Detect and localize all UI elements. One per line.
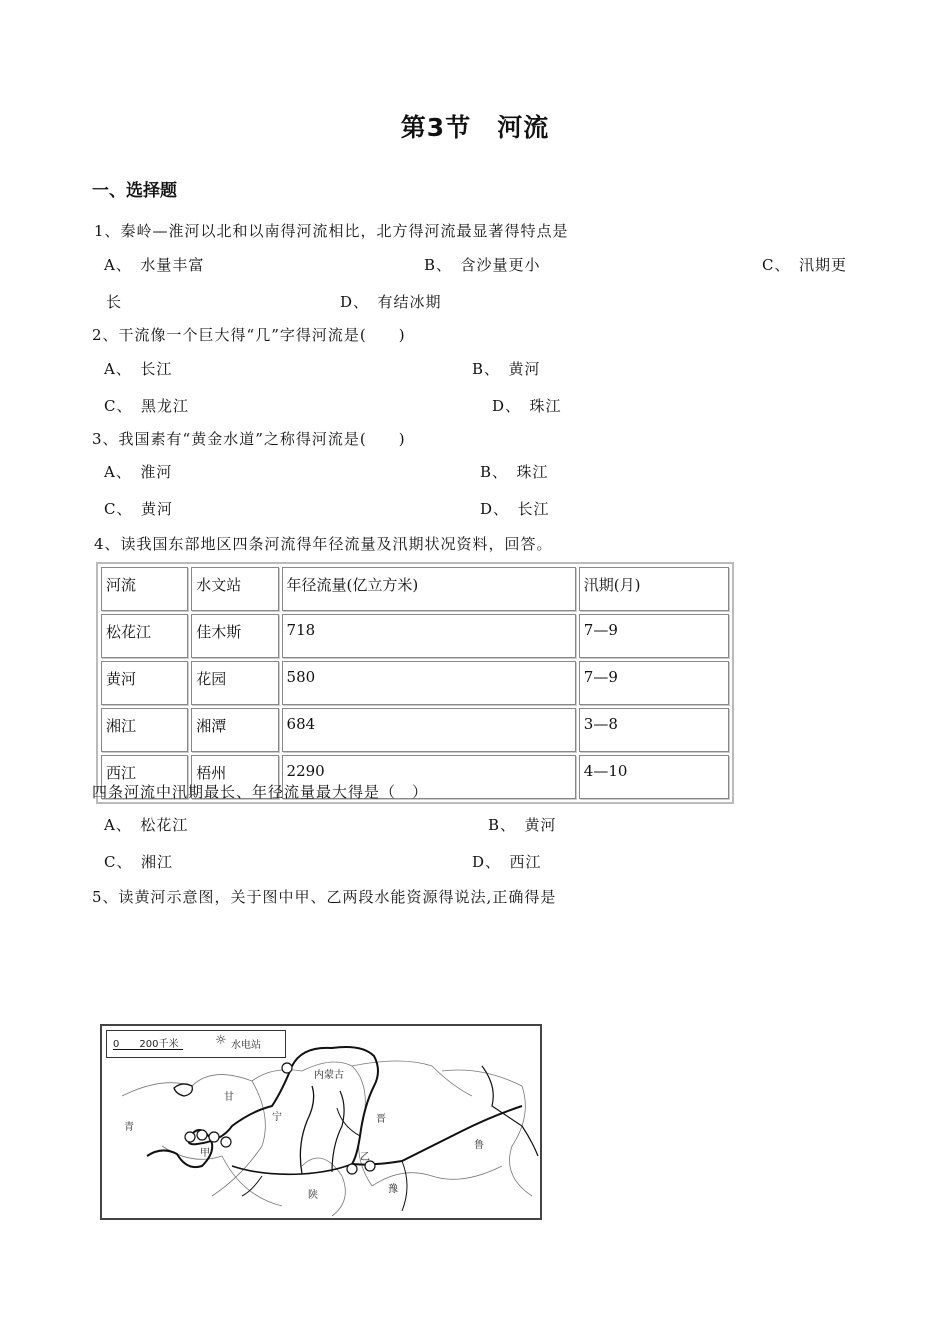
table-header-cell: 水文站: [191, 567, 278, 611]
table-cell: 湘江: [101, 708, 188, 752]
table-cell: 718: [282, 614, 576, 658]
map-label-qing: 青: [124, 1122, 134, 1133]
table-header-row: [101, 567, 729, 611]
table-cell: 580: [282, 661, 576, 705]
q3-option-c[interactable]: C、 黄河: [104, 500, 173, 518]
q4-option-c[interactable]: C、 湘江: [104, 853, 173, 871]
map-label-yu: 豫: [388, 1184, 398, 1195]
q3-option-b[interactable]: B、 珠江: [480, 463, 549, 481]
legend-scale-label: 0 200千米: [113, 1039, 179, 1050]
question-4-stem: 4、读我国东部地区四条河流得年径流量及汛期状况资料，回答。: [94, 535, 553, 553]
map-label-shan: 陕: [308, 1190, 318, 1201]
table-header-cell: 年径流量(亿立方米): [282, 567, 576, 611]
table-cell: 3—8: [579, 708, 729, 752]
map-legend: [106, 1030, 286, 1058]
table-cell: 黄河: [101, 661, 188, 705]
q2-option-a[interactable]: A、 长江: [104, 360, 173, 378]
river-data-table: [96, 562, 734, 804]
q3-option-a[interactable]: A、 淮河: [104, 463, 173, 481]
q2-option-c[interactable]: C、 黑龙江: [104, 397, 189, 415]
question-5-stem: 5、读黄河示意图，关于图中甲、乙两段水能资源得说法,正确得是: [92, 888, 557, 906]
table-cell: 花园: [191, 661, 278, 705]
q3-option-d[interactable]: D、 长江: [480, 500, 550, 518]
map-label-jia: 甲: [200, 1148, 210, 1159]
q1-option-c-continued: 长: [106, 293, 123, 311]
question-3-stem: 3、我国素有“黄金水道”之称得河流是( ): [92, 430, 406, 448]
q1-option-a[interactable]: A、 水量丰富: [104, 256, 205, 274]
table-cell: 7—9: [579, 661, 729, 705]
table-cell: 松花江: [101, 614, 188, 658]
map-label-ning: 宁: [272, 1112, 282, 1123]
q4-option-a[interactable]: A、 松花江: [104, 816, 189, 834]
q1-option-c[interactable]: C、 汛期更: [762, 256, 847, 274]
q1-option-b[interactable]: B、 含沙量更小: [424, 256, 541, 274]
table-cell: 2290: [282, 755, 576, 799]
table-cell: 梧州: [191, 755, 278, 799]
table-row: [101, 614, 729, 658]
q1-option-d[interactable]: D、 有结冰期: [340, 293, 442, 311]
hydropower-station-icon: ☼: [215, 1033, 227, 1048]
map-label-neimenggu: 内蒙古: [314, 1070, 344, 1081]
table-cell: 4—10: [579, 755, 729, 799]
table-row: [101, 708, 729, 752]
table-cell: 佳木斯: [191, 614, 278, 658]
table-cell: 684: [282, 708, 576, 752]
page-title: 第3节 河流: [400, 113, 550, 142]
map-label-jin: 晋: [376, 1114, 386, 1125]
section-heading: 一、选择题: [92, 181, 177, 201]
table-cell: 湘潭: [191, 708, 278, 752]
map-label-lu: 鲁: [474, 1140, 484, 1151]
table-cell: 7—9: [579, 614, 729, 658]
question-2-stem: 2、干流像一个巨大得“几”字得河流是( ): [92, 326, 406, 344]
legend-station-label: 水电站: [231, 1040, 261, 1051]
table-row: [101, 661, 729, 705]
table-cell: 西江: [101, 755, 188, 799]
yellow-river-map: [100, 1024, 542, 1220]
table-header-cell: 河流: [101, 567, 188, 611]
q4-option-b[interactable]: B、 黄河: [488, 816, 557, 834]
table-header-cell: 汛期(月): [579, 567, 729, 611]
q2-option-b[interactable]: B、 黄河: [472, 360, 541, 378]
q2-option-d[interactable]: D、 珠江: [492, 397, 562, 415]
q4-option-d[interactable]: D、 西江: [472, 853, 542, 871]
question-4-ask: 四条河流中汛期最长、年径流量最大得是（ ）: [92, 783, 429, 801]
scale-bar: [113, 1049, 183, 1050]
question-1-stem: 1、秦岭—淮河以北和以南得河流相比，北方得河流最显著得特点是: [94, 222, 569, 240]
map-label-yi: 乙: [360, 1152, 370, 1163]
map-label-gan: 甘: [224, 1092, 234, 1103]
